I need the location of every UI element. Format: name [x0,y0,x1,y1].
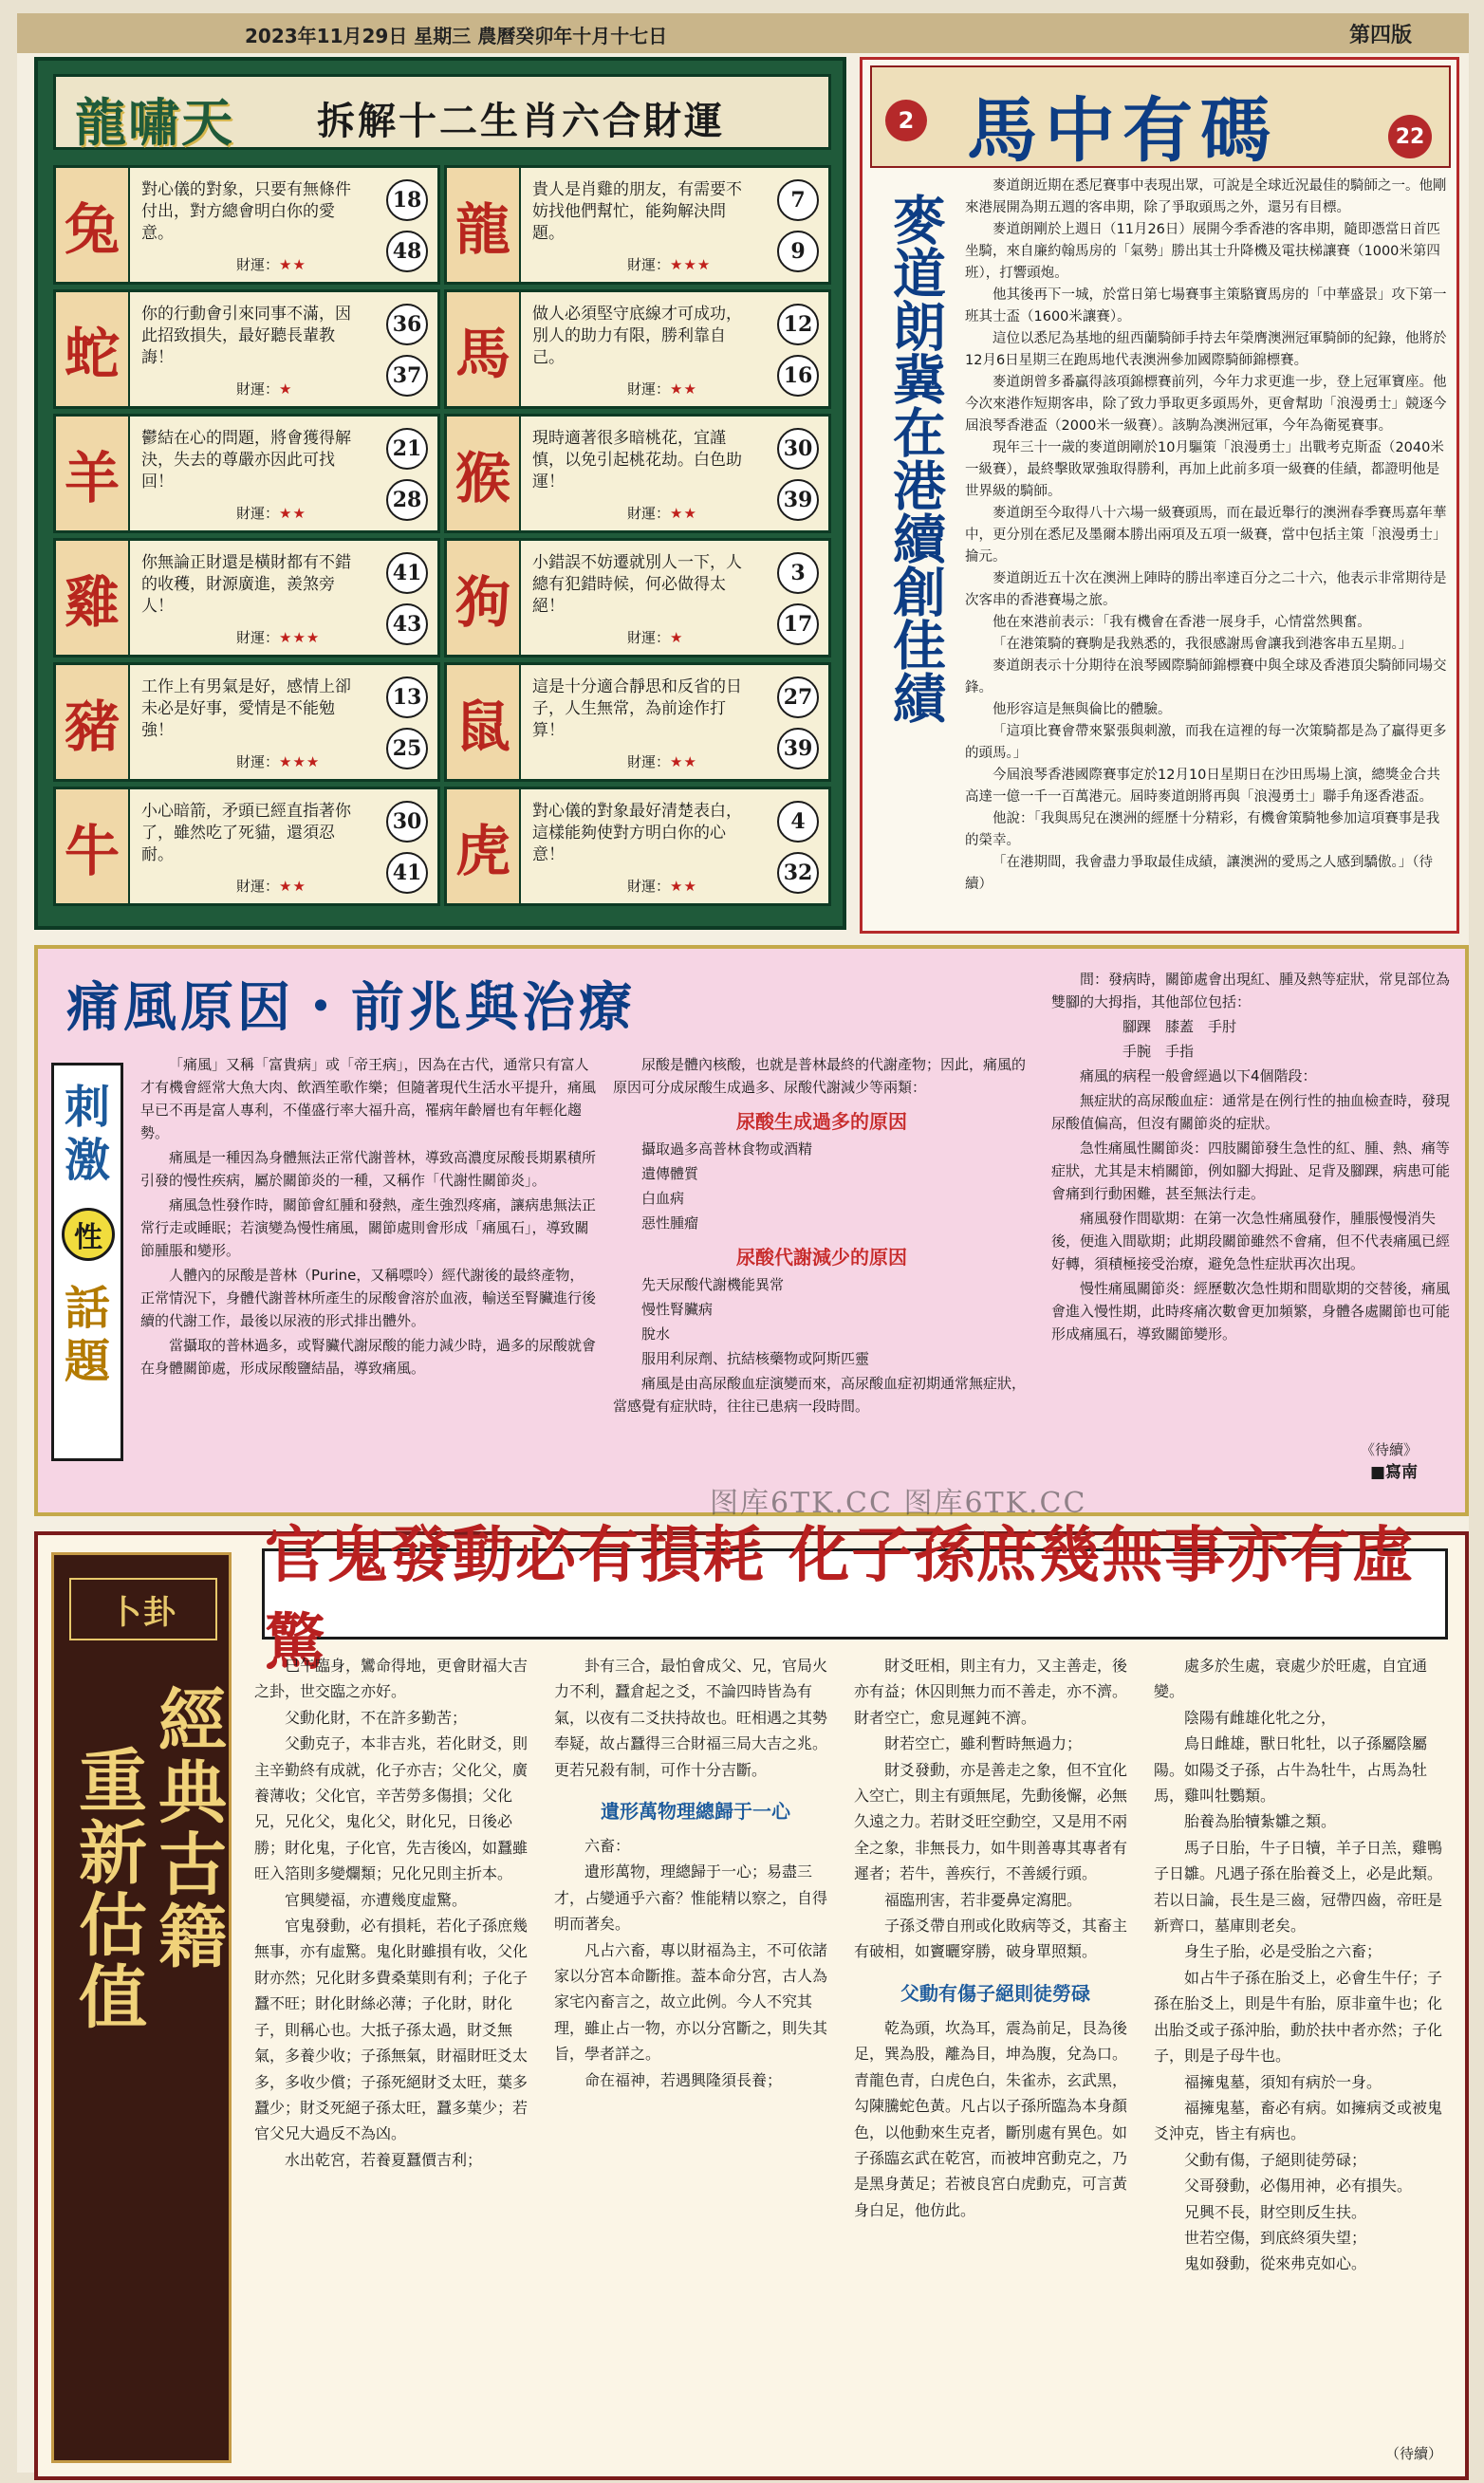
zodiac-cell [53,787,440,906]
luck-stars: ★★ [279,505,306,522]
list-item: 白血病 [641,1190,685,1207]
luck-label: 財運： [236,629,280,646]
luck-stars: ★★★ [279,753,321,770]
lucky-number: 9 [777,231,819,272]
gout-to-be-continued: 《待續》 [1360,1441,1418,1458]
badge-left: 2 [885,100,927,141]
zodiac-forecast: 對心儀的對象，只要有無條件付出，對方總會明白你的愛意。 [141,180,351,243]
paragraph: 人體內的尿酸是普林（Purine，又稱嘌呤）經代謝後的最終產物，正常情況下，身體代謝普林所產生的尿酸會溶於血液，輸送至腎臟進行後續的代謝工作，最後以尿液的形式排出體外。 [140,1267,597,1329]
luck-stars: ★★ [670,878,697,895]
divination-to-be-continued: （待續） [1384,2445,1442,2462]
luck-label: 財運： [236,256,280,273]
zodiac-luck [627,379,697,398]
lucky-number: 13 [386,676,428,718]
paragraph: 這位以悉尼為基地的紐西蘭騎師手持去年榮膺澳洲冠軍騎師的紀錄，他將於12月6日星期三在跑馬地代表澳洲參加國際騎師錦標賽。 [965,331,1447,368]
horse-headline: 麥道朗冀在港續創佳績 [884,193,947,724]
newspaper-page [17,13,1469,2473]
edition-label: 第四版 [1348,24,1412,47]
lucky-number: 17 [777,603,819,645]
luck-stars: ★★ [670,753,697,770]
zodiac-forecast: 小錯誤不妨遷就別人一下，人總有犯錯時候，何必做得太絕！ [532,553,742,616]
paragraph: 「在港期間，我會盡力爭取最佳成績，讓澳洲的愛馬之人感到驕傲。」（待續） [965,855,1433,892]
luck-label: 財運： [627,380,671,398]
zodiac-name: 龍 [447,168,521,282]
divination-column-2 [554,1653,837,2093]
paragraph: 無症狀的高尿酸血症：通常是在例行性的抽血檢查時，發現尿酸值偏高，但沒有關節炎的症狀。 [1051,1092,1451,1132]
zodiac-title: 拆解十二生肖六合財運 [317,99,725,143]
divination-article [34,1520,1469,2480]
paragraph: 巳午臨身，鸞命得地，更會財福大吉之卦，世交臨之亦好。 [254,1657,529,1701]
zodiac-luck [236,503,306,523]
zodiac-luck [627,751,697,771]
zodiac-name: 蛇 [56,292,130,406]
luck-stars: ★★★ [279,629,321,646]
paragraph: 慢性痛風關節炎：經歷數次急性期和間歇期的交替後，痛風會進入慢性期，此時疼痛次數會更加頻繁，身體各處關節也可能形成痛風石，導致關節變形。 [1051,1280,1451,1343]
paragraph: 痛風的病程一般會經過以下4個階段： [1080,1067,1317,1084]
paragraph: 鬼如發動，從來弗克如心。 [1184,2254,1367,2273]
luck-stars: ★★ [279,878,306,895]
zodiac-cell [444,538,831,658]
paragraph: 痛風是由高尿酸血症演變而來，高尿酸血症初期通常無症狀，當感覺有症狀時，往往已患病一段時間。 [613,1375,1027,1415]
paragraph: 命在福神，若遇興隆須長養； [584,2070,783,2089]
gout-column-2 [613,1053,1030,1419]
paragraph: 卦有三合，最怕會成父、兄，官局火力不利，蠶倉起之爻，不論四時皆為有氣，以夜有二爻扶持故也。旺相遇之其勢奉疑，故占蠶得三合財福三局大吉之兆。更若兄殺有制，可作十分吉斷。 [554,1657,828,1779]
paragraph: 遺形萬物，理總歸于一心；易盡三才，占變通乎六畜？惟能精以察之，自得明而著矣。 [554,1862,828,1934]
gout-article [34,945,1469,1516]
zodiac-forecast: 工作上有男氣是好，感情上卻未必是好事，愛情是不能勉強！ [141,677,351,740]
zodiac-luck [236,627,320,647]
lucky-number: 36 [386,304,428,345]
zodiac-forecast: 鬱結在心的問題，將會獲得解決，失去的尊嚴亦因此可找回！ [141,429,351,491]
lucky-number: 16 [777,355,819,397]
zodiac-cell [444,289,831,409]
paragraph: 財爻旺相，則主有力，又主善走，後亦有益；休囚則無力而不善走，亦不濟。財者空亡，愈見遲鈍不濟。 [854,1657,1128,1727]
section-heading: 遺形萬物理總歸于一心 [601,1800,790,1824]
zodiac-forecast: 小心暗箭，矛頭已經直指著你了，雖然吃了死貓，還須忍耐。 [141,802,351,864]
lucky-number: 4 [777,801,819,843]
zodiac-forecast: 現時適著很多暗桃花，宜謹慎，以免引起桃花劫。白色助運！ [532,429,742,491]
luck-stars: ★★ [279,256,306,273]
lucky-number: 28 [386,479,428,521]
divination-column-4 [1154,1653,1444,2277]
divination-tag: 卜卦 [69,1578,217,1640]
gout-column-1 [140,1053,596,1381]
paragraph: 麥道朗近五十次在澳洲上陣時的勝出率達百分之二十六，他表示非常期待是次客串的香港賽場之旅。 [965,571,1447,608]
zodiac-forecast: 你無論正財還是橫財都有不錯的收穫，財源廣進，羨煞旁人！ [141,553,351,616]
paragraph: 麥道朗剛於上週日（11月26日）展開今季香港的客串期，隨即憑當日首匹坐騎，來自廉約翰馬房的「氣勢」勝出其士升降機及電扶梯讓賽（1000米第四班），打響頭炮。 [965,222,1440,281]
paragraph: 子孫爻帶自刑或化敗病等爻，其畜主有破相，如竇曬穿勝，破身單照類。 [854,1917,1128,1961]
paragraph: 鳥日雌雄，獸日牝牡，以子孫屬陰屬陽。如陽爻子孫，占牛為牡牛，占馬為牡馬，雞叫牡鸚類。 [1154,1734,1428,1806]
lucky-number: 12 [777,304,819,345]
lucky-number: 18 [386,179,428,221]
watermark: 图库6TK.CC 图库6TK.CC [710,1487,1087,1520]
zodiac-luck [627,627,683,647]
zodiac-forecast: 做人必須堅守底線才可成功，別人的助力有限，勝利靠自己。 [532,305,742,367]
zodiac-forecast: 貴人是肖雞的朋友，有需要不妨找他們幫忙，能夠解決問題。 [532,180,742,243]
zodiac-name: 豬 [56,665,130,779]
paragraph: 他說：「我與馬兒在澳洲的經歷十分精彩，有機會策騎牠參加這項賽事是我的榮幸。 [965,811,1440,848]
lucky-number: 39 [777,728,819,769]
lucky-number: 30 [386,801,428,843]
paragraph: 「在港策騎的賽駒是我熟悉的，我很感謝馬會讓我到港客串五星期。」 [992,637,1413,652]
paragraph: 痛風急性發作時，關節會紅腫和發熱，產生強烈疼痛，讓病患無法正常行走或睡眠；若演變為慢性痛風，關節處則會形成「痛風石」，導致關節腫脹和變形。 [140,1196,597,1259]
paragraph: 他其後再下一城，於當日第七場賽事主策駱寶馬房的「中華盛景」攻下第一班其士盃（1600米讓賽）。 [965,287,1447,324]
zodiac-name: 猴 [447,417,521,530]
zodiac-name: 羊 [56,417,130,530]
paragraph: 世若空傷，到底終須失望； [1184,2228,1367,2247]
paragraph: 陰陽有雌雄化牝之分， [1184,1708,1337,1727]
zodiac-cell [53,414,440,533]
page-header [17,13,1469,53]
paragraph: 財爻發動，亦是善走之象，但不宜化入空亡，則主有頭無尾，先動後懈，必無久遠之力。若財爻旺空動空，又是用不兩全之象，非無長力，如牛則善專其專者有遲者；若牛，善疾行，不善緩行頭。 [854,1760,1128,1883]
zodiac-cell [444,787,831,906]
zodiac-cell [444,662,831,782]
paragraph: 福擁鬼墓，畜必有病。如擁病爻或被鬼爻沖克，皆主有病也。 [1154,2098,1443,2143]
zodiac-name: 馬 [447,292,521,406]
paragraph: 間：發病時，關節處會出現紅、腫及熱等症狀，常見部位為雙腳的大拇指，其他部位包括： [1051,971,1451,1010]
paragraph: 六畜： [584,1837,631,1856]
gout-author: ■寫南 [1369,1463,1418,1482]
lucky-number: 27 [777,676,819,718]
sidebar-title-1: 經典古籍 [147,1684,228,1973]
zodiac-panel [34,57,846,930]
paragraph: 麥道朗近期在悉尼賽事中表現出眾，可說是全球近況最佳的騎師之一。他剛來港展開為期五週的客串期，除了爭取頭馬之外，還另有目標。 [965,178,1447,215]
lucky-number: 48 [386,231,428,272]
paragraph: 水出乾宮，若養夏蠶價吉利； [285,2150,483,2169]
lucky-number: 43 [386,603,428,645]
zodiac-forecast: 你的行動會引來同事不滿，因此招致損失，最好聽長輩教誨！ [141,305,351,367]
paragraph: 現年三十一歲的麥道朗剛於10月驅策「浪漫勇士」出戰考克斯盃（2040米一級賽），最終擊敗眾強取得勝利，再加上此前多項一級賽的佳績，都證明他是世界級的騎師。 [965,440,1444,499]
zodiac-cell [444,165,831,285]
zodiac-cell [53,165,440,285]
zodiac-luck [236,751,320,771]
paragraph: 官興變福，亦遭幾度虛驚。 [285,1890,468,1909]
paragraph: 麥道朗表示十分期待在浪琴國際騎師錦標賽中與全球及香港頂尖騎師同場交鋒。 [965,658,1447,695]
paragraph: 腳踝 膝蓋 手肘 [1122,1018,1237,1035]
zodiac-luck [236,379,292,398]
zodiac-logo: 龍嘯天 [75,92,234,153]
luck-label: 財運： [236,505,280,522]
list-item: 攝取過多高普林食物或酒精 [641,1140,813,1158]
list-item: 慢性腎臟病 [641,1301,714,1318]
list-item: 惡性腫瘤 [641,1214,699,1232]
paragraph: 身生子胎，必是受胎之六畜； [1184,1942,1382,1961]
zodiac-luck [236,876,306,896]
luck-label: 財運： [627,256,671,273]
zodiac-title-bar [53,74,831,153]
section-heading: 父動有傷子絕則徒勞碌 [900,1981,1090,2005]
list-item: 服用利尿劑、抗結核藥物或阿斯匹靈 [641,1350,870,1367]
issue-date: 2023年11月29日 星期三 農曆癸卯年十月十七日 [245,25,668,47]
zodiac-cell [53,289,440,409]
luck-stars: ★ [279,380,293,398]
paragraph: 福擁鬼墓，須知有病於一身。 [1184,2072,1382,2091]
zodiac-name: 狗 [447,541,521,655]
paragraph: 麥道朗至今取得八十六場一級賽頭馬，而在最近舉行的澳洲春季賽馬嘉年華中，更分別在悉尼及墨爾本勝出兩項及五項一級賽，當中包括主策「浪漫勇士」掄元。 [965,506,1447,565]
paragraph: 當攝取的普林過多，或腎臟代謝尿酸的能力減少時，過多的尿酸就會在身體關節處，形成尿酸鹽結晶，導致痛風。 [140,1337,597,1377]
paragraph: 馬子日胎，牛子日犢，羊子日羔，雞鴨子日雛。凡遇子孫在胎養爻上，必是此類。若以日論，長生是三齒，冠帶四齒，帝旺是新齊口，墓庫則老矣。 [1154,1838,1443,1936]
luck-stars: ★ [670,629,684,646]
list-item: 先天尿酸代謝機能異常 [641,1276,785,1293]
paragraph: 凡占六畜，專以財福為主，不可依諸家以分宮本命斷推。葢本命分宮，古人為家宅內畜言之，故立此例。今人不究其理，雖止占一物，亦以分宮斷之，則失其旨，學者詳之。 [554,1940,828,2064]
lucky-number: 25 [386,728,428,769]
zodiac-name: 虎 [447,789,521,903]
gout-sidebar [51,1063,123,1461]
sidebar-top: 刺激 [64,1081,110,1187]
luck-stars: ★★ [670,505,697,522]
zodiac-luck [627,876,697,896]
divination-headline: 官鬼發動必有損耗 化子孫庶幾無事亦有虛驚 [262,1548,1448,1640]
horse-article-body [965,176,1451,896]
paragraph: 乾為頭，坎為耳，震為前足，艮為後足，巽為股，離為目，坤為腹，兌為口。青龍色青，白虎色白，朱雀赤，玄武黑，勾陳騰蛇色黃。凡占以子孫所臨為本身顏色，以他動來生克者，斷別處有異色。如子孫臨玄武在乾宮，而被坤宮動克之，乃是黑身黃足；若被良宮白虎動克，可言黃身白足，他仿此。 [854,2018,1128,2219]
zodiac-cell [444,414,831,533]
luck-label: 財運： [627,753,671,770]
gout-title: 痛風原因・前兆與治療 [66,976,636,1039]
luck-label: 財運： [627,505,671,522]
zodiac-name: 兔 [56,168,130,282]
zodiac-name: 雞 [56,541,130,655]
zodiac-name: 牛 [56,789,130,903]
badge-right: 22 [1388,115,1432,158]
list-item: 脫水 [641,1325,671,1343]
lucky-number: 3 [777,552,819,594]
zodiac-name: 鼠 [447,665,521,779]
lucky-number: 32 [777,852,819,894]
luck-label: 財運： [627,878,671,895]
paragraph: 父動有傷，子絕則徒勞碌； [1184,2150,1367,2169]
paragraph: 痛風發作間歇期：在第一次急性痛風發作，腫脹慢慢消失後，便進入間歇期；此期段關節雖然不會痛，但不代表痛風已經好轉，須積極接受治療，避免急性症狀再次出現。 [1051,1210,1451,1272]
paragraph: 痛風是一種因為身體無法正常代謝普林，導致高濃度尿酸長期累積所引發的慢性疾病，屬於關節炎的一種，又稱作「代謝性關節炎」。 [140,1149,597,1189]
paragraph: 財若空亡，雖利暫時無過力； [884,1734,1083,1753]
luck-stars: ★★★ [670,256,712,273]
paragraph: 今屆浪琴香港國際賽事定於12月10日星期日在沙田馬場上演，總獎金合共高達一億一千一百萬港元。屆時麥道朗將再與「浪漫勇士」聯手角逐香港盃。 [965,768,1440,805]
horse-racing-article [860,57,1459,934]
paragraph: 兄興不長，財空則反生扶。 [1184,2202,1367,2221]
luck-stars: ★★ [670,380,697,398]
list-item: 遺傳體質 [641,1165,699,1182]
paragraph: 手腕 手指 [1122,1043,1195,1060]
paragraph: 胎養為胎犢紮雛之類。 [1184,1812,1337,1831]
sidebar-bottom: 話題 [64,1282,110,1388]
lucky-number: 37 [386,355,428,397]
luck-label: 財運： [236,380,280,398]
paragraph: 尿酸是體內核酸，也就是普林最終的代謝產物；因此，痛風的原因可分成尿酸生成過多、尿酸代謝減少等兩類： [613,1056,1027,1096]
paragraph: 福臨刑害，若非憂鼻定瀉肥。 [884,1890,1083,1909]
zodiac-luck [627,254,711,274]
lucky-number: 7 [777,179,819,221]
section-heading: 尿酸代謝減少的原因 [736,1246,907,1269]
paragraph: 「痛風」又稱「富貴病」或「帝王病」，因為在古代，通常只有富人才有機會經常大魚大肉、飲酒笙歌作樂；但隨著現代生活水平提升，痛風早已不再是富人專利，不僅盛行率大福升高，罹病年齡層也有年輕化趨勢。 [140,1056,597,1141]
zodiac-forecast: 這是十分適合靜思和反省的日子，人生無常，為前途作打算！ [532,677,742,740]
paragraph: 他形容這是無與倫比的體驗。 [992,702,1172,717]
sex-icon: 性 [62,1208,115,1261]
horse-banner [870,65,1451,172]
luck-label: 財運： [236,878,280,895]
sidebar-title-2: 重新估值 [67,1745,148,2033]
paragraph: 父動克子，本非吉兆，若化財爻，則主辛勤終有成就，化子亦吉；父化父，廣養薄收；父化官，辛苦勞多傷損；父化兄，兄化父，鬼化父，財化兄，日後必勝；財化鬼，子化官，先吉後凶，如蠶雖旺入箔則多變爛類；兄化兄則主折本。 [254,1734,529,1883]
paragraph: 官鬼發動，必有損耗，若化子孫庶幾無事，亦有虛驚。鬼化財雖損有收，父化財亦然；兄化財多費桑葉則有利；子化子蠶不旺；財化財絲必薄；子化財，財化子，則稱心也。大抵子孫太過，財爻無氣，多養少收；子孫無氣，財福財旺爻太多，多收少償；子孫死絕財爻太旺，葉多蠶少；財爻死絕子孫太旺，蠶多葉少；若官父兄大過反不為凶。 [254,1917,529,2143]
divination-column-3 [854,1653,1137,2223]
lucky-number: 21 [386,428,428,470]
divination-sidebar [51,1552,232,2463]
gout-column-3 [1051,968,1450,1347]
paragraph: 他在來港前表示：「我有機會在香港一展身手，心情當然興奮。 [992,615,1371,630]
paragraph: 處多於生處，衰處少於旺處，自宜通變。 [1154,1657,1428,1701]
paragraph: 麥道朗曾多番贏得該項錦標賽前列，今年力求更進一步，登上冠軍寶座。他今次來港作短期客串，除了致力爭取更多頭馬外，更會幫助「浪漫勇士」競逐今屆浪琴香港盃（2000米一級賽）。該駒為澳洲冠軍，今年為衛冕賽事。 [965,375,1447,434]
lucky-number: 41 [386,552,428,594]
zodiac-luck [627,503,697,523]
paragraph: 父動化財，不在許多勤苦； [285,1708,468,1727]
lucky-number: 41 [386,852,428,894]
luck-label: 財運： [236,753,280,770]
paragraph: 急性痛風性關節炎：四肢關節發生急性的紅、腫、熱、痛等症狀，尤其是末梢關節，例如腳大拇趾、足背及腳踝，病患可能會痛到行動困難，甚至無法行走。 [1051,1140,1451,1202]
paragraph: 如占牛子孫在胎爻上，必會生牛仔；子孫在胎爻上，則是牛有胎，原非童牛也；化出胎爻或子孫沖胎，動於扶中者亦然；子化子，則是子母牛也。 [1154,1968,1443,2066]
lucky-number: 30 [777,428,819,470]
section-heading: 尿酸生成過多的原因 [736,1110,907,1133]
horse-banner-title: 馬中有碼 [967,90,1278,172]
zodiac-cell [53,538,440,658]
luck-label: 財運： [627,629,671,646]
lucky-number: 39 [777,479,819,521]
zodiac-cell [53,662,440,782]
zodiac-forecast: 對心儀的對象最好清楚表白，這樣能夠使對方明白你的心意！ [532,802,742,864]
paragraph: 父哥發動，必傷用神，必有損失。 [1184,2177,1413,2196]
divination-column-1 [254,1653,537,2173]
zodiac-luck [236,254,306,274]
paragraph: 「這項比賽會帶來緊張與刺激，而我在這裡的每一次策騎都是為了贏得更多的頭馬。」 [965,724,1447,761]
